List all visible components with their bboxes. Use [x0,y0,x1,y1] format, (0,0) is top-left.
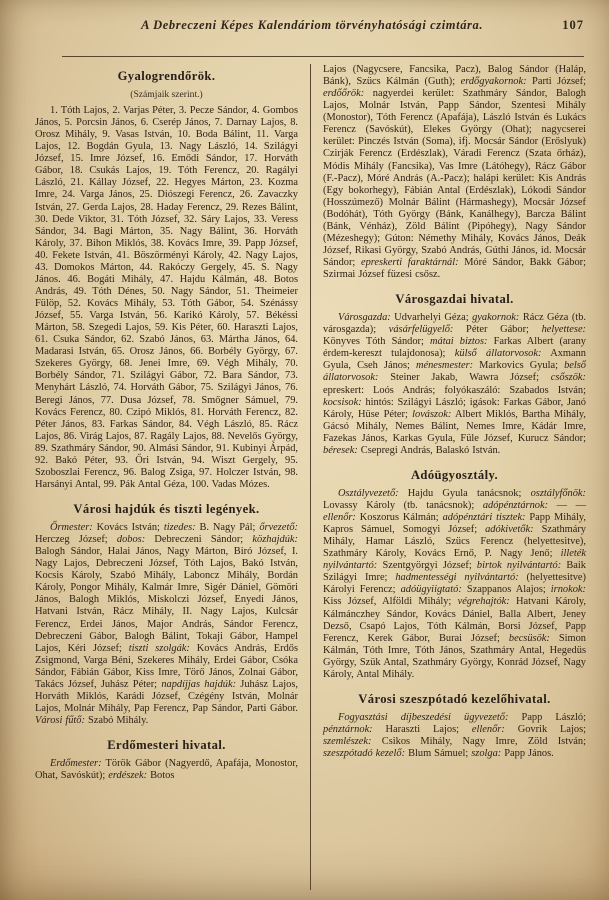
body-text: Szabó Mihály. [84,715,149,726]
role-label: adókivetők: [485,524,534,536]
body-text: — — [548,499,586,511]
body-text: Móré Sándor, Bakk Gábor; Szirmai József füzesi csősz. [323,257,586,281]
role-label: adópénztárnok: [482,499,549,511]
role-label: ellenőr: [323,512,356,523]
role-label: illeték nyilvántartó: [323,548,586,572]
body-text: Hatvani Károly, Kálmánczhey Sándor, Kovács Dániel, Balla Albert, Jeney Dezső, Csapó Lajos, Tóth Kálmán, Borsi József, Papp Ferencz, Kerek Gábor, Burai József; [323,596,586,644]
header-rule [62,56,584,57]
role-label: epreskerti faraktárnál: [360,257,459,268]
role-label: kocsisok: [323,396,362,408]
role-label: Erdőmester: [50,758,102,770]
body-text: Herczeg József; [35,534,117,546]
paragraph [323,488,586,681]
body-text: Albert Miklós, Bartha Mihály, Gácsó Mihály, Nemes Bálint, Nemes Imre, Kádár Imre, Fazekas János, Karkas Gyula, Füle József, Kurucz Sándor; [323,408,586,444]
body-text: (helyettesitve) Károlyi Ferencz; [323,572,586,596]
body-text: Csikos Mihály, Nagy Imre, Zöld István; [371,736,586,747]
body-text: Juhász Lajos, Horváth Miklós, Karádi József, Czégény István, Molnár Lajos, Molnár Mihály, Pap Ferencz, Pap Sándor, Parti Gábor. [35,678,298,714]
role-label: csőszök: [550,372,586,384]
section-heading: Városi szeszpótadó kezelőhivatal. [358,691,551,706]
running-header [62,18,584,33]
body-text: Lajos (Nagycsere, Fancsika, Pacz), Balog Sándor (Haláp, Bánk), Szücs Kálmán (Guth); [323,64,586,88]
page-title: A Debreczeni Képes Kalendáriom törvényhatósági czimtára. [141,18,484,32]
body-text: Haraszti Lajos; [372,723,472,735]
role-label: irnokok: [550,584,586,596]
role-label: lovászok: [412,408,452,420]
body-text: Koszorus Kálmán; [355,512,443,523]
body-text: Balogh Sándor, Halai János, Nagy Márton, Biró József, I. Nagy Lajos, Debreczeni József, Tóth Lajos, Bakó István, Kocsis Károly, Szabó Mihály, Laboncz Mihály, Bordán Károly, Pongor Mihály, Kalmár Imre, Sigér Dániel, Gömöri János, Balogh Miklós, Miskolczi József, Enyedi János, Hatvani István, Rácz Mihály, II. Nagy Lajos, Kulcsár Ferencz, Erdei János, Major András, Sándor Ferencz, Debreczeni Gábor, Balogh Bálint, Tokaji Gábor, Hampel Lajos, Kéri József; [35,546,298,654]
body-text: Baik Szilágyi Imre; [323,560,586,584]
body-text: Péter Gábor; [453,324,542,336]
role-label: osztályfőnök: [530,487,586,499]
body-text: nagyerdei kerület: Szathmáry Sándor, Balogh Lajos, Molnár István, Papp Sándor, Szentesi Mihály (Monostor), Tóth Ferencz (Apafája), László István és Lukács Ferencz (Savóskút), Elekes György (Ohat); nagycserei kerület: Pinczés István (Soma), ifj. Mocsár Sándor (Erőslyuk) Czirják Ferencz (Erdészlak), Váradi Ferencz (Szata őrház), Módis Mihály (Fancsika), Vas Imre (Látóhegy), Rácz Gábor (F.-Pacz), Móré András (A.-Pacz); halápi kerület: Kis András (Egy bokorhegy), Fábián Antal (Erdészlak), Lókodi Sándor (Hosszúmező) Molnár Bálint (Hármashegy), Mocsár József (Bodóhát), Tóth György (Bánk, Kanálhegy), Barcza Bálint (Bánk, Vénház), Zöld Bálint (Pipóhegy), Nagy Sándor (Mézeshegy); Gúton: Némethy Mihály, Kovács János, Deák József, Rikasi György, Szabó András, Gúthi János, id. Mocsár Sándor; [323,88,586,268]
role-label: gyakornok: [472,312,520,324]
left-column [35,64,310,890]
body-text: Parti József; [526,76,586,88]
body-text: Udvarhelyi Géza; [390,312,473,324]
role-label: erdőgyakornok: [460,76,527,88]
role-label: pénztárnok: [323,723,373,735]
body-text: Simon Kálmán, Tóth Imre, Tóth János, Szathmáry Antal, Hegedüs György, Szük Antal, Szathmáry György, Konrád József, Nagy Károly, Antal Mihály. [323,632,587,680]
section-heading: Városi hajdúk és tiszti legények. [73,502,260,516]
role-label: Fogyasztási díjbeszedési ügyvezető: [338,711,509,723]
role-label: ménesmester: [415,360,474,372]
body-text: Szentgyörgyi József; [377,560,477,572]
role-label: becsüsök: [508,632,550,644]
role-label: ellenőr: [471,723,505,735]
body-text: epreskert: Loós András; folyókaszáló: Szabados István; [323,384,586,396]
two-column-body [35,64,586,890]
role-label: napdíjjas hajdúk: [161,678,237,690]
role-label: erdészek: [108,770,148,782]
paragraph [35,522,298,727]
role-label: szolga: [471,748,502,760]
body-text: Govrik Lajos; [504,723,586,735]
paragraph [323,712,586,760]
body-text: Markovics Gyula; [473,360,565,372]
body-text: Hajdu Gyula tanácsnok; [398,487,531,499]
section-heading: Adóügyosztály. [410,467,499,482]
role-label: Városgazda: [338,312,391,324]
body-text: Blum Sámuel; [405,748,472,760]
body-text: Papp Mihály, Kapros Sámuel, Somogyi József; [323,512,586,536]
role-label: Városi fűtő: [35,715,85,726]
role-label: Osztályvezető: [338,487,399,499]
role-label: adópénztári tisztek: [442,512,526,523]
body-text: Könyves Tóth Sándor; [323,336,430,348]
paragraph [323,312,586,457]
role-label: hadmentességi nyilvántartó: [395,572,519,584]
role-label: végrehajtók: [457,596,510,608]
role-label: belső állatorvosok: [323,360,586,384]
body-text: 1. Tóth Lajos, 2. Varjas Péter, 3. Pecze Sándor, 4. Gombos János, 5. Porcsin János, 6. Cserép János, 7. Darnay Lajos, 8. Orosz Mihály, 9. Vasas István, 10. Boda Bálint, 11. Varga Lajos, 12. Bogdán Gyula, 13. Nagy László, 14. Szilágyi József, 15. Imre József, 16. Emődi Sándor, 17. Horváth Gábor, 18. Csukás Lajos, 19. Tóth Ferencz, 20. Ragályi László, 21. Kállay József, 22. Hegyes Márton, 23. Kozma Imre, 24. Varga János, 25. Diószegi Ferencz, 26. Zavaczky István, 27. Gerda Lajos, 28. Haday Ferencz, 29. Rezes Bálint, 30. Dede Viktor, 31. Tóth József, 32. Sáry Lajos, 33. Veress Sándor, 34. Bagi Márton, 35. Nagy Bálint, 36. Horváth Károly, 37. Bihon Miklós, 38. Kovács Imre, 39. Papp József, 40. Fekete István, 41. Böszörményi Károly, 42. Nagy Lajos, 43. Domokos Márton, 44. Rakóczy Gergely, 45. S. Nagy János. 46. Bogáti Mihály, 47. Hajdu Kálmán, 48. Botos András, 49. Tóth Dénes, 50. Nagy Sándor, 51. Theimeier Fülöp, 52. Kovács Mihály, 53. Tóth Gábor, 54. Szénássy József, 55. Varga István, 56. Karikó Károly, 57. Békéssi Márton, 58. Szegedi Lajos, 59. Kis Péter, 60. Haraszti Lajos, 61. Csuka Sándor, 62. Szabó János, 63. Mártha János, 64. Madarasi István, 65. Orosz János, 66. Borbély György, 67. Szekeres György, 68. Jenei Imre, 69. Végh Mihály, 70. Borbély Sándor, 71. Szilágyi Gábor, 72. Bara Sándor, 73. Menyhárt László, 74. Horváth Gábor, 75. Szilágyi János, 76. Beregi János, 77. Dusa József, 78. Smőgner Sámuel, 79. Kovács Ferencz, 80. Czipó Miklós, 81. Horváth Ferencz, 82. Péter János, 83. Farkas Sándor, 84. Végh László, 85. Rácz Lajos, 86. Virág Lajos, 87. Ragály Lajos, 88. Nevelős György, 89. Szathmáry Sándor, 90. Almási Sándor, 91. Kubinyi Árpád, 92. Bakó Péter, 93. Őri István, 94. Wiszt Gergely, 95. Szoboszlai Ferencz, 96. Balog Zsiga, 97. Holczer István, 98. Harsányi Antal, 99. Pák Antal Géza, 100. Vadas Mózes. [35,105,298,490]
body-text: Csepregi András, Balaskó István. [357,444,501,456]
body-text: Steiner Jakab, Wawra József; [378,372,551,384]
section-subheading: (Számjaik szerint.) [130,89,203,100]
role-label: dobos: [116,534,146,546]
body-text: Lovassy Károly (tb. tanácsnok); [323,499,483,511]
role-label: szeszpótadó kezelő: [323,748,406,760]
body-text: hintós: Szilágyi László; igások: Farkas Gábor, Janó Károly, Hüse Péter; [323,396,586,420]
body-text: Papp László; [508,711,586,723]
body-text: Török Gábor (Nagyerdő, Apafája, Monostor, Ohat, Savóskút); [35,758,298,782]
role-label: erdőőrök: [323,88,365,100]
paragraph [323,64,586,281]
section-heading: Gyalogrendőrök. [117,69,216,83]
role-label: őrvezető: [259,522,298,533]
body-text: Papp János. [501,748,554,760]
body-text: Kovács András, Erdős Zsigmond, Varga Béni, Szekeres Mihály, Erdei Gábor, Csóka Sándor, Fábián Gábor, Kiss Imre, Törő János, Zolnai Gábor, Takács József, Juhász Péter; [35,642,299,690]
body-text: Farkas Albert (arany érdem-kereszt tulajdonosa); [323,336,586,360]
role-label: helyettese: [541,324,587,336]
body-text: Rácz Géza (tb. városgazda); [323,312,586,336]
role-label: Őrmester: [50,522,93,533]
paragraph [35,758,298,782]
body-text: Debreczeni Sándor; [145,534,253,546]
section-heading: Városgazdai hivatal. [395,292,514,307]
section-heading: Erdőmesteri hivatal. [107,738,226,753]
role-label: tiszti szolgák: [128,642,190,654]
body-text: B. Nagy Pál; [195,522,260,533]
role-label: vásárfelügyelő: [388,324,454,336]
role-label: béresek: [323,444,358,456]
body-text: Axmann Gyula, Cseh János; [323,348,586,372]
role-label: tizedes: [163,522,196,533]
role-label: külső állatorvosok: [454,348,542,360]
role-label: közhajdúk: [252,534,298,546]
role-label: szemlészek: [323,736,372,747]
body-text: Botos [147,770,175,782]
paragraph [35,105,298,491]
body-text: Kovács István; [92,522,164,533]
role-label: birtok nyilvántartó: [476,560,562,572]
right-column [310,64,586,890]
body-text: Szappanos Alajos; [461,584,551,596]
body-text: Szathmáry Mihály, Hamar László, Szücs Ferencz (helyettesitve), Szathmáry Károly, Kovács Ernő, P. Nagy Jenő; [323,524,586,560]
body-text: Kiss József, Alföldi Mihály; [323,596,458,608]
role-label: mátai biztos: [430,336,488,348]
role-label: adóügyiigtató: [400,584,462,596]
page-number: 107 [562,18,584,32]
